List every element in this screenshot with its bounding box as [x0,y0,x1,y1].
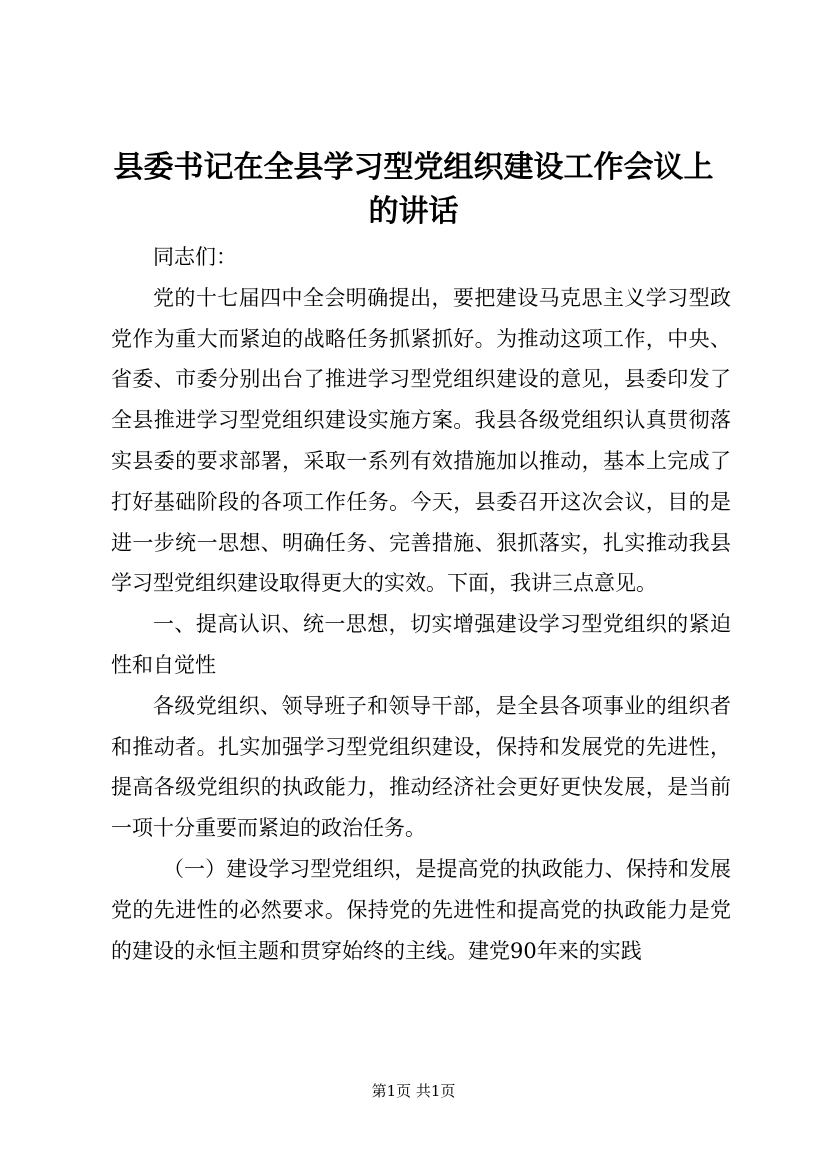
document-title [100,146,727,234]
document-body [111,237,731,971]
section-heading-1: 一、提高认识、统一思想，切实增强建设学习型党组织的紧迫性和自觉性 [111,612,731,677]
intro-paragraph: 党的十七届四中全会明确提出，要把建设马克思主义学习型政党作为重大而紧迫的战略任务抓紧抓好。为推动这项工作，中央、省委、市委分别出台了推进学习型党组织建设的意见，县委印发了全县推进学习型党组织建设实施方案。我县各级党组织认真贯彻落实县委的要求部署，采取一系列有效措施加以推动，基本上完成了打好基础阶段的各项工作任务。今天，县委召开这次会议，目的是进一步统一思想、明确任务、完善措施、狠抓落实，扎实推动我县学习型党组织建设取得更大的实效。下面，我讲三点意见。 [111,285,731,596]
page-footer: 第1页 共1页 [371,1082,456,1100]
subsection-paragraph-1: （一）建设学习型党组织，是提高党的执政能力、保持和发展党的先进性的必然要求。保持党的先进性和提高党的执政能力是党的建设的永恒主题和贯穿始终的主线。建党90年来的实践 [111,856,731,963]
salutation-paragraph: 同志们： [153,245,237,269]
title-line-2: 的讲话 [368,194,459,229]
body-paragraph: 各级党组织、领导班子和领导干部，是全县各项事业的组织者和推动者。扎实加强学习型党组织建设，保持和发展党的先进性，提高各级党组织的执政能力，推动经济社会更好更快发展，是当前一项十分重要而紧迫的政治任务。 [111,693,731,841]
title-line-1: 县委书记在全县学习型党组织建设工作会议上 [113,150,714,185]
